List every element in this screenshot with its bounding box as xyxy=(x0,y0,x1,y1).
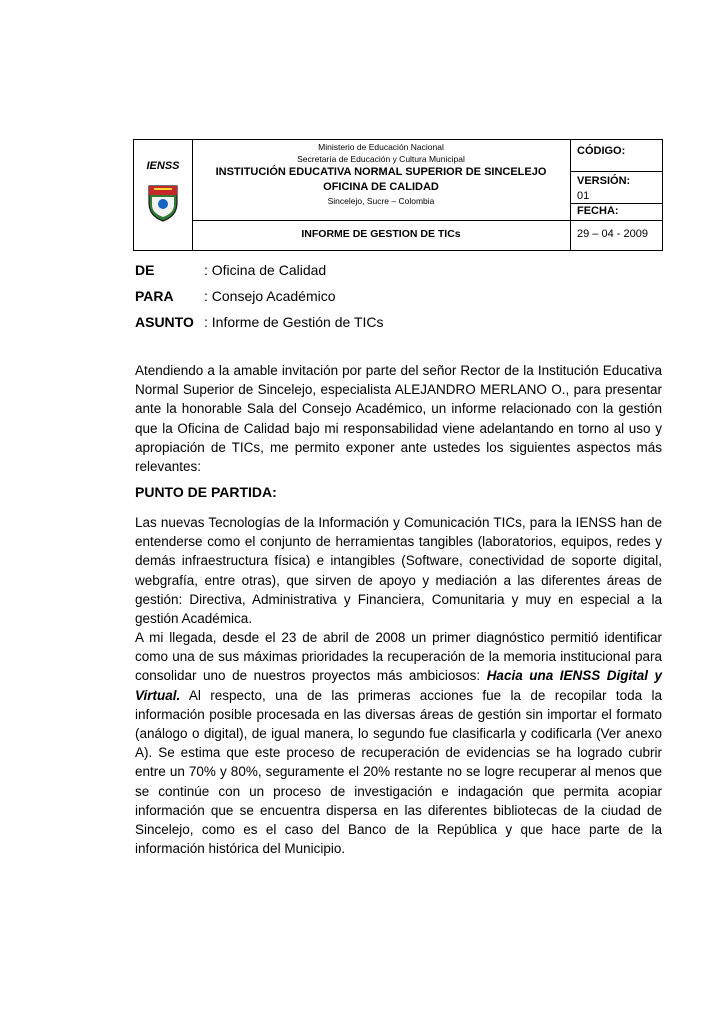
ministry-line: Ministerio de Educación Nacional xyxy=(318,142,444,152)
school-shield-logo xyxy=(146,183,180,223)
office-name: OFICINA DE CALIDAD xyxy=(323,181,439,193)
memo-from xyxy=(135,262,327,278)
memo-subject xyxy=(135,314,384,330)
version-label: VERSIÓN: xyxy=(577,175,631,187)
from-label: DE xyxy=(135,262,155,278)
to-label: PARA xyxy=(135,288,174,304)
paragraph-1: Las nuevas Tecnologías de la Información y Comunicación TICs, para la IENSS han de entenderse como el conjunto de herramientas tangibles (laboratorios, equipos, redes y demás infraestructura física) e intangibles (Software, conectividad de soporte digital, webgrafía, entre otras), que sirven de apoyo y mediación a las diferentes áreas de gestión: Directiva, Administrativa y Financiera, Comunitaria y muy en especial a la gestión Académica. xyxy=(135,515,662,627)
memo-to xyxy=(135,288,336,304)
document-title: INFORME DE GESTION DE TICs xyxy=(301,228,461,240)
org-short-name: IENSS xyxy=(146,160,180,172)
institution-name: INSTITUCIÓN EDUCATIVA NORMAL SUPERIOR DE SINCELEJO xyxy=(215,166,547,178)
paragraph-2-text-b: Al respecto, una de las primeras acciones fue la de recopilar toda la información posible procesada en las diversas áreas de gestión sin importar el formato (análogo o digital), de igual manera, lo segundo fue clasificarla y codificarla (Ver anexo A). Se estima que este proceso de recuperación de evidencias se ha logrado cubrir entre un 70% y 80%, seguramente el 20% restante no se logre recuperar al menos que se continúe con un proceso de investigación e indagación que permita acopiar información que se encuentra dispersa en las diferentes bibliotecas de la ciudad de Sincelejo, como es el caso del Banco de la República y que hace parte de la información histórica del Municipio. xyxy=(135,687,662,857)
logo-cell xyxy=(134,140,193,250)
control-divider xyxy=(571,203,663,204)
intro-paragraph: Atendiendo a la amable invitación por parte del señor Rector de la Institución Educativa Normal Superior de Sincelejo, especialista ALEJANDRO MERLANO O., para presentar ante la honorable Sala del Consejo Académico, un informe relacionado con la gestión que la Oficina de Calidad bajo mi responsabilidad viene adelantando en torno al uso y apropiación de TICs, me permito exponer ante ustedes los siguientes aspectos más relevantes: xyxy=(135,363,662,475)
date-value: 29 – 04 - 2009 xyxy=(577,228,648,240)
location-line: Sincelejo, Sucre – Colombia xyxy=(327,196,435,206)
control-divider xyxy=(571,220,663,221)
paragraph-2-text-a: A mi llegada, desde el 23 de abril de 2008 un primer diagnóstico permitió identificar como una de sus máximas prioridades la recuperación de la memoria institucional para consolidar uno de nuestros proyectos más ambiciosos: xyxy=(135,630,662,684)
control-divider xyxy=(571,171,663,172)
from-value: : Oficina de Calidad xyxy=(204,262,327,278)
project-name-emphasis: Hacia una IENSS Digital y Virtual. xyxy=(135,668,662,703)
document-header xyxy=(133,139,663,251)
paragraph-2 xyxy=(135,628,662,858)
date-label: FECHA: xyxy=(577,205,619,217)
to-value: : Consejo Académico xyxy=(204,288,336,304)
code-label: CÓDIGO: xyxy=(577,145,626,157)
header-divider xyxy=(192,220,570,221)
institution-cell xyxy=(192,140,570,250)
subject-label: ASUNTO xyxy=(135,314,194,330)
version-value: 01 xyxy=(577,190,590,202)
section-title: PUNTO DE PARTIDA: xyxy=(135,484,277,500)
control-cell xyxy=(570,140,663,250)
secretariat-line: Secretaría de Educación y Cultura Municipal xyxy=(297,154,465,164)
subject-value: : Informe de Gestión de TICs xyxy=(204,314,384,330)
